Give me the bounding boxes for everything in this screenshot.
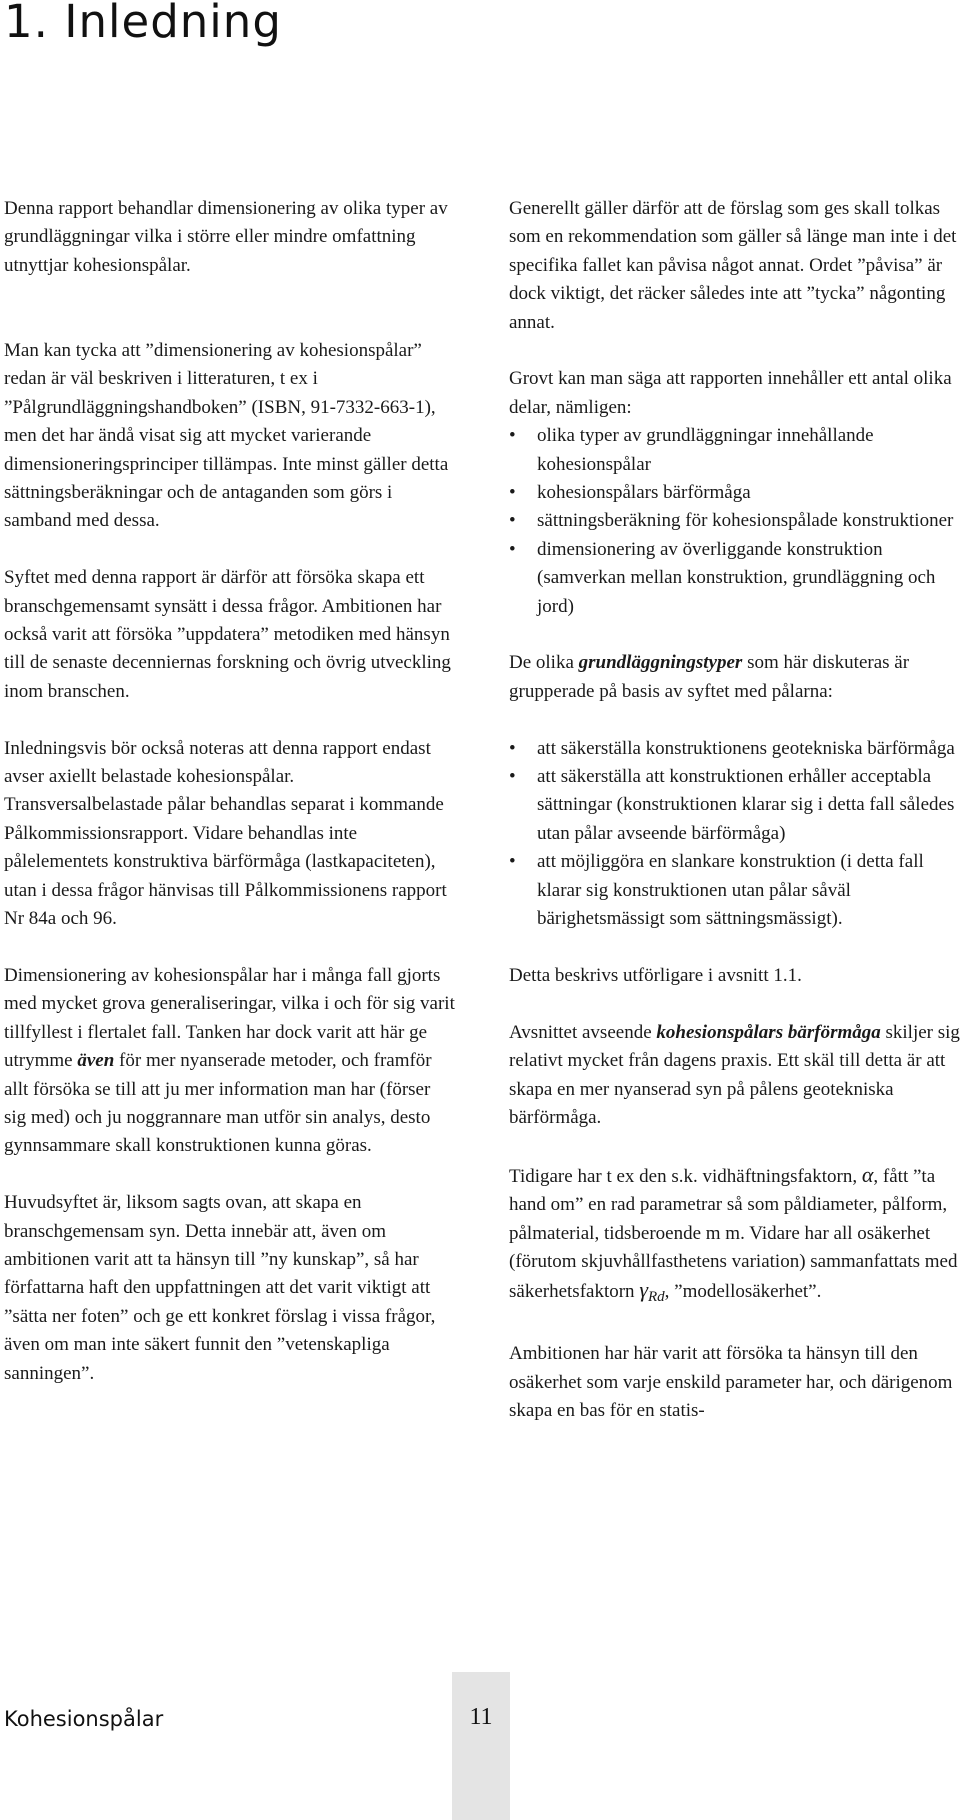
right-paragraph-6-text-b: , fått ”ta hand om” en rad parametrar så som påldiameter, pålform, pålmaterial, tidsberoende m m. Vidare har all osäkerhet (förutom skjuvhållfasthetens variation) sammanfattats med säkerhetsfaktorn [509, 1165, 958, 1303]
right-column [509, 195, 960, 1454]
left-paragraph-2: Man kan tycka att ”dimensionering av kohesionspålar” redan är väl beskriven i litteraturen, t ex i ”Pålgrundläggningshandboken” (ISBN, 91-7332-663-1), men det har ändå visat sig att mycket varierande dimensioneringsprinciper tillämpas. Inte minst gäller detta sättningsberäkningar och de antaganden som görs i samband med dessa. [4, 340, 449, 532]
left-column [4, 195, 456, 1416]
alpha-symbol: α [861, 1161, 874, 1187]
footer-title: Kohesionspålar [4, 1707, 164, 1731]
right-paragraph-6-text-c: , ”modellosäkerhet”. [664, 1281, 822, 1303]
right-paragraph-5-text-b: skiljer sig relativt mycket från dagens praxis. Ett skäl till detta är att skapa en mer nyanserad syn på pålens geotekniska bärförmåga. [509, 1021, 960, 1128]
contents-list [509, 422, 960, 621]
right-paragraph-6-text-a: Tidigare har t ex den s.k. vidhäftningsfaktorn, [509, 1165, 862, 1187]
left-paragraph-5 [4, 962, 456, 1161]
right-paragraph-3-text-a: De olika [509, 652, 579, 674]
left-paragraph-1: Denna rapport behandlar dimensionering av olika typer av grundläggningar vilka i större eller mindre omfattning utnyttjar kohesionspålar. [4, 198, 448, 276]
right-paragraph-3 [509, 649, 960, 706]
list-item: • dimensionering av överliggande konstruktion (samverkan mellan konstruktion, grundläggning och jord) [509, 536, 960, 621]
right-paragraph-4: Detta beskrivs utförligare i avsnitt 1.1. [509, 964, 802, 986]
emphasis-aven: även [77, 1050, 115, 1072]
purpose-list [509, 735, 960, 934]
emphasis-grundlaggningstyper: grundläggningstyper [578, 652, 743, 674]
list-item: • att säkerställa konstruktionens geotekniska bärförmåga [509, 735, 960, 763]
page-number: 11 [469, 1704, 493, 1730]
right-paragraph-3-text-b: som här diskuteras är grupperade på basis av syftet med pålarna: [509, 652, 910, 702]
left-paragraph-5-text-a: Dimensionering av kohesionspålar har i många fall gjorts med mycket grova generaliseringar, vilka i och för sig varit tillfyllest i flertalet fall. Tanken har dock varit att här ge utrymme [4, 964, 455, 1072]
list-item: • kohesionspålars bärförmåga [509, 479, 960, 507]
chapter-title: 1. Inledning [4, 0, 282, 48]
left-paragraph-4: Inledningsvis bör också noteras att denna rapport endast avser axiellt belastade kohesionspålar. Transversalbelastade pålar behandlas separat i kommande Pålkommissionsrapport. Vidare behandlas inte pålelementets konstruktiva bärförmåga (lastkapaciteten), utan i dessa frågor hänvisas till Pålkommissionens rapport Nr 84a och 96. [4, 737, 447, 930]
list-item: • att säkerställa att konstruktionen erhåller acceptabla sättningar (konstruktionen klarar sig i detta fall således utan pålar avseende bärförmåga) [509, 763, 960, 848]
right-paragraph-7: Ambitionen har här varit att försöka ta hänsyn till den osäkerhet som varje enskild parameter har, och därigenom skapa en bas för en statis- [509, 1343, 953, 1421]
right-paragraph-5-text-a: Avsnittet avseende [509, 1021, 657, 1043]
left-paragraph-3: Syftet med denna rapport är därför att försöka skapa ett branschgemensamt synsätt i dessa frågor. Ambitionen har också varit att försöka ”uppdatera” metodiken med hänsyn till de senaste decenniernas forskning och övrig utveckling inom branschen. [4, 567, 451, 702]
emphasis-kohesionspalars-barformaga: kohesionspålars bärförmåga [656, 1021, 881, 1043]
gamma-subscript: Rd [647, 1289, 665, 1306]
list-item: • att möjliggöra en slankare konstruktion (i detta fall klarar sig konstruktionen utan pålar såväl bärighetsmässigt som sättningsmässigt). [509, 848, 960, 933]
paragraph-spacer [4, 309, 456, 337]
left-paragraph-5-text-b: för mer nyanserade metoder, och framför allt försöka se till att ju mer information man har (förser sig med) och ju noggrannare man utför sin analys, desto gynnsammare skall konstruktionen kunna göras. [4, 1050, 432, 1157]
right-paragraph-6 [509, 1161, 960, 1312]
page-number-box [452, 1672, 510, 1820]
right-paragraph-5 [509, 1019, 960, 1133]
list-item: • olika typer av grundläggningar innehållande kohesionspålar [509, 422, 960, 479]
list-item: • sättningsberäkning för kohesionspålade konstruktioner [509, 507, 960, 535]
right-paragraph-2: Grovt kan man säga att rapporten innehåller ett antal olika delar, nämligen: [509, 368, 952, 418]
right-paragraph-1: Generellt gäller därför att de förslag som ges skall tolkas som en rekommendation som gäller så länge man inte i det specifika fallet kan påvisa något annat. Ordet ”påvisa” är dock viktigt, det räcker således inte att ”tycka” någonting annat. [509, 198, 957, 333]
gamma-symbol: γ [639, 1277, 648, 1303]
left-paragraph-6: Huvudsyftet är, liksom sagts ovan, att skapa en branschgemensam syn. Detta innebär att, även om ambitionen varit att ta hänsyn till ”ny kunskap”, så har författarna haft den uppfattningen att det varit viktigt att ”sätta ner foten” och ge ett konkret förslag i vissa frågor, även om man inte säkert funnit den ”vetenskapliga sanningen”. [4, 1192, 436, 1384]
